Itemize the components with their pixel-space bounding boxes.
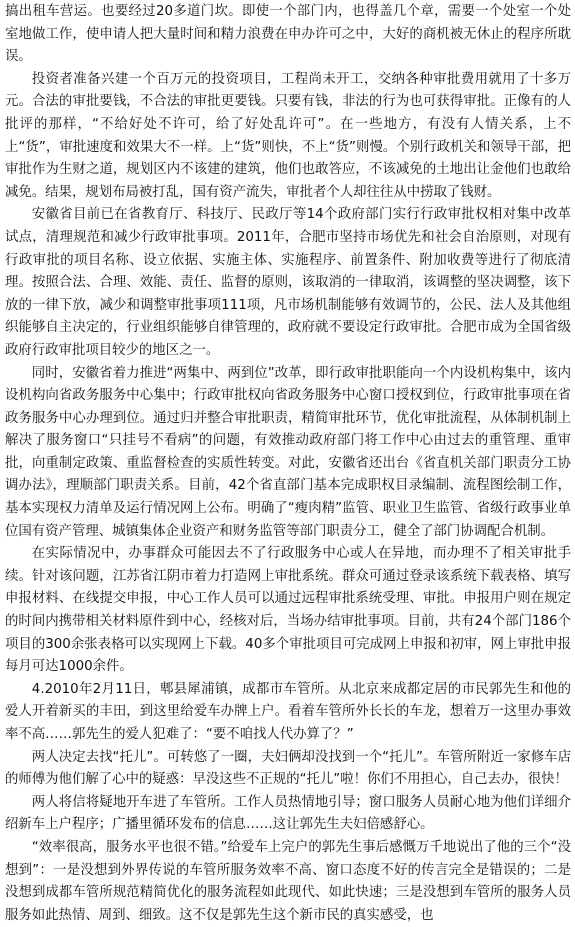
- paragraph-3: 安徽省目前已在省教育厅、科技厅、民政厅等14个政府部门实行行政审批权相对集中改革试点，清理规范和减少行政审批事项。2011年，合肥市坚持市场优先和社会自治原则，对现有行政审批的项目名称、设立依据、实施主体、实施程序、前置条件、附加收费等进行了彻底清理。按照合法、合理、效能、责任、监督的原则，该取消的一律取消，该调整的坚决调整，该下放的一律下放，减少和调整审批事项111项，凡市场机制能够有效调节的，公民、法人及其他组织能够自主决定的，行业组织能够自律管理的，政府就不要设定行政审批。合肥市成为全国省级政府行政审批项目较少的地区之一。: [5, 207, 571, 358]
- paragraph-6: 4.2010年2月11日，郫县犀浦镇，成都市车管所。从北京来成都定居的市民郭先生和他的爱人开着新买的丰田，到这里给爱车办牌上户。看着车管所外长长的车龙，想着万一这里办事效率不高……郭先生的爱人犯难了：“要不咱找人代办算了？”: [5, 681, 571, 742]
- paragraph-7: 两人决定去找“托儿”。可转悠了一圈，夫妇俩却没找到一个“托儿”。车管所附近一家修车店的师傅为他们解了心中的疑惑：早没这些不正规的“托儿”啦！你们不用担心，自己去办，很快！: [5, 749, 571, 788]
- document-page: [5, 1, 571, 927]
- paragraph-2: 投资者准备兴建一个百万元的投资项目，工程尚未开工，交纳各种审批费用就用了十多万元。合法的审批要钱，不合法的审批更要钱。只要有钱，非法的行为也可获得审批。正像有的人批评的那样，“不给好处不许可，给了好处乱许可”。在一些地方，有没有人情关系，上不上“货”，审批速度和效果大不一样。上“货”则快，不上“货”则慢。个别行政机关和领导干部，把审批作为生财之道，规划区内不该建的建筑，他们也敢答应，不该减免的土地出让金他们也敢给减免。结果，规划布局被打乱，国有资产流失，审批者个人却往往从中捞取了钱财。: [5, 71, 571, 200]
- paragraph-4: 同时，安徽省着力推进“两集中、两到位”改革，即行政审批职能向一个内设机构集中，该内设机构向省政务服务中心集中；行政审批权向省政务服务中心窗口授权到位，行政审批事项在省政务服务中心办理到位。通过归并整合审批职责，精简审批环节，优化审批流程，从体制机制上解决了服务窗口“只挂号不看病”的问题，有效推动政府部门将工作中心由过去的重管理、重审批，向重制定政策、重监督检查的实质性转变。对此，安徽省还出台《省直机关部门职责分工协调办法》，理顺部门职责关系。目前，42个省直部门基本完成职权目录编制、流程图绘制工作，基本实现权力清单及运行情况网上公布。明确了“瘦肉精”监管、职业卫生监管、省级行政事业单位国有资产管理、城镇集体企业资产和财务监管等部门职责分工，健全了部门协调配合机制。: [5, 365, 571, 539]
- paragraph-5: 在实际情况中，办事群众可能因去不了行政服务中心或人在异地，而办理不了相关审批手续。针对该问题，江苏省江阴市着力打造网上审批系统。群众可通过登录该系统下载表格、填写申报材料、在线提交申报，中心工作人员可以通过远程审批系统受理、审批。申报用户则在规定的时间内携带相关材料原件到中心，经核对后，当场办结审批事项。目前，共有24个部门186个项目的300余张表格可以实现网上下载。40多个审批项目可完成网上申报和初审，网上审批申报每月可达1000余件。: [5, 546, 571, 675]
- paragraph-9: “效率很高，服务水平也很不错。”给爱车上完户的郭先生事后感慨万千地说出了他的三个“没想到”：一是没想到外界传说的车管所服务效率不高、窗口态度不好的传言完全是错误的；二是没想到成都车管所规范精简优化的服务流程如此现代、如此快速；三是没想到车管所的服务人员服务如此热情、周到、细致。这不仅是郭先生这个新市民的真实感受，也: [5, 839, 571, 923]
- paragraph-1: 搞出租车营运。也要经过20多道门坎。即使一个部门内，也得盖几个章，需要一个处室一个处室地做工作，使申请人把大量时间和精力浪费在申办许可之中，大好的商机被无休止的程序所耽误。: [5, 4, 571, 65]
- paragraph-8: 两人将信将疑地开车进了车管所。工作人员热情地引导；窗口服务人员耐心地为他们详细介绍新车上户程序；广播里循环发布的信息……这让郭先生夫妇倍感舒心。: [5, 794, 571, 833]
